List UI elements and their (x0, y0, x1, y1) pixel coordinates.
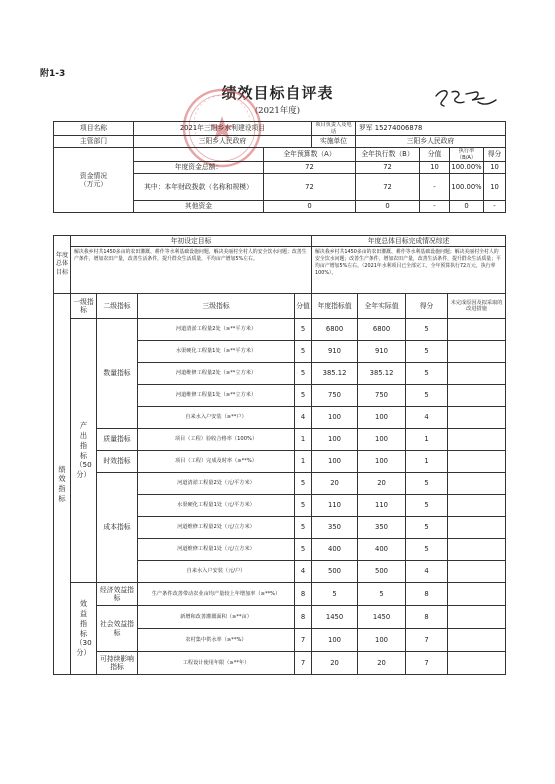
indicator-points: 7 (406, 652, 448, 675)
indicator-score: 7 (295, 652, 312, 675)
indicator-actual: 400 (358, 539, 406, 561)
indicator-target: 100 (312, 451, 358, 473)
funds-row-points: 10 (484, 174, 506, 201)
indicator-points: 4 (406, 561, 448, 583)
goals-group-label: 年度总体目标 (54, 236, 71, 294)
indicator-actual: 100 (358, 629, 406, 652)
indicators-table (53, 235, 506, 675)
indicator-score: 7 (295, 629, 312, 652)
indicator-score: 5 (295, 363, 312, 385)
funds-row-rate: 100.00% (450, 174, 484, 201)
indicator-score: 5 (295, 385, 312, 407)
project-leader-value: 罗军 15274006878 (356, 122, 506, 136)
indicator-name: 项目（工程）完成及时率（≥**%） (138, 451, 295, 473)
indicator-name: 河道维修工程量1处（≥**立方米） (138, 385, 295, 407)
indicator-score: 5 (295, 319, 312, 341)
indicator-reason (448, 606, 506, 629)
indicator-reason (448, 652, 506, 675)
indicator-name: 河道清淤工程量2处（≥**平方米） (138, 319, 295, 341)
indicator-score: 4 (295, 561, 312, 583)
funds-row-score: - (420, 201, 450, 213)
indicator-name: 水渠硬化工程量1处（元/平方米） (138, 495, 295, 517)
indicator-points: 5 (406, 385, 448, 407)
indicator-reason (448, 629, 506, 652)
header-target: 年度指标值 (312, 294, 358, 319)
indicator-name: 工程设计使用年限（≥**年） (138, 652, 295, 675)
header-points: 得分 (406, 294, 448, 319)
header-actual: 全年实际值 (358, 294, 406, 319)
indicator-actual: 20 (358, 652, 406, 675)
funds-header-b: 全年执行数（B） (356, 148, 420, 162)
funds-row-a: 72 (264, 162, 356, 174)
indicator-target: 20 (312, 473, 358, 495)
funds-row-rate: 0 (450, 201, 484, 213)
goals-done-text: 解决我乡村共1450多亩的农田灌溉、耕作等水利基础设施问题；解决美丽村全村人的安全饮水问题；改善生产条件，增加农田产量，改善生活条件，提升群众生活质量；平均亩产增加5%左右。（2021年水利项目已全部完工，全年预算执行72万元，执行率100%）。 (312, 247, 506, 294)
indicator-reason (448, 407, 506, 429)
funds-row-label: 其中：本年财政拨款（名称和规模） (134, 174, 264, 201)
indicator-name: 自来水入户安装（≥**户） (138, 407, 295, 429)
indicator-name: 自来水入户安装（元/户） (138, 561, 295, 583)
indicator-target: 5 (312, 583, 358, 606)
indicator-target: 400 (312, 539, 358, 561)
funds-row-a: 72 (264, 174, 356, 201)
indicator-actual: 110 (358, 495, 406, 517)
funds-row-label: 其他资金 (134, 201, 264, 213)
indicator-name: 河道维修工程量2处（≥**立方米） (138, 363, 295, 385)
indicator-name: 新增和改善灌溉面积（≥**亩） (138, 606, 295, 629)
indicator-reason (448, 363, 506, 385)
indicator-points: 5 (406, 473, 448, 495)
funds-row-b: 72 (356, 162, 420, 174)
indicator-target: 100 (312, 629, 358, 652)
funds-row-score: 10 (420, 162, 450, 174)
indicator-name: 农村集中供水率（≥**%） (138, 629, 295, 652)
indicator-target: 350 (312, 517, 358, 539)
indicator-points: 1 (406, 429, 448, 451)
indicator-target: 100 (312, 429, 358, 451)
indicator-points: 5 (406, 319, 448, 341)
project-info-table (53, 121, 506, 213)
header-level3: 三级指标 (138, 294, 295, 319)
indicator-points: 5 (406, 517, 448, 539)
quality-indicator: 质量指标 (97, 429, 138, 451)
indicator-reason (448, 583, 506, 606)
indicator-reason (448, 451, 506, 473)
funds-row-label: 年度资金总额： (134, 162, 264, 174)
indicator-name: 河道维修工程量1处（元/立方米） (138, 539, 295, 561)
indicator-target: 6800 (312, 319, 358, 341)
indicator-target: 500 (312, 561, 358, 583)
indicator-score: 5 (295, 517, 312, 539)
funds-header-points: 得分 (484, 148, 506, 162)
funds-row-b: 72 (356, 174, 420, 201)
funds-header-rate: 执行率（B/A） (450, 148, 484, 162)
indicator-score: 1 (295, 429, 312, 451)
indicator-points: 8 (406, 583, 448, 606)
indicator-reason (448, 341, 506, 363)
indicator-target: 110 (312, 495, 358, 517)
project-name-value: 2021年三阳乡水利建设项目 (134, 122, 312, 136)
indicator-score: 1 (295, 451, 312, 473)
project-name-label: 项目名称 (54, 122, 134, 136)
indicator-points: 5 (406, 495, 448, 517)
indicator-reason (448, 561, 506, 583)
indicator-points: 7 (406, 629, 448, 652)
project-leader-label: 项目负责人及电话 (312, 122, 356, 136)
page-subtitle: (2021年度) (254, 106, 301, 116)
indicator-score: 8 (295, 606, 312, 629)
economic-indicator: 经济效益指标 (97, 583, 138, 606)
indicator-name: 水渠硬化工程量1处（≥**平方米） (138, 341, 295, 363)
funds-row-score: - (420, 174, 450, 201)
dept-value: 三阳乡人民政府 (134, 136, 312, 148)
indicator-score: 5 (295, 539, 312, 561)
goals-plan-text: 解决我乡村共1450多亩的农田灌溉、耕作等水利基础设施问题，解决美丽村全村人的安全饮水问题；改善生产条件，增加农田产量，改善生活条件，提升群众生活质量，平均亩产增加5%左右。 (71, 247, 312, 294)
header-level2: 二级指标 (97, 294, 138, 319)
funds-header-score: 分值 (420, 148, 450, 162)
indicator-reason (448, 473, 506, 495)
indicator-reason (448, 429, 506, 451)
indicator-reason (448, 319, 506, 341)
funds-header-a: 全年预算数（A） (264, 148, 356, 162)
indicator-actual: 500 (358, 561, 406, 583)
indicator-target: 910 (312, 341, 358, 363)
perf-indicators-label: 绩 效 指 标 (54, 294, 71, 675)
funds-row-rate: 100.00% (450, 162, 484, 174)
indicator-actual: 100 (358, 407, 406, 429)
funds-group-label: 资金情况 （万元） (54, 148, 134, 213)
indicator-score: 5 (295, 473, 312, 495)
indicator-target: 385.12 (312, 363, 358, 385)
unit-label: 实施单位 (312, 136, 356, 148)
indicator-reason (448, 517, 506, 539)
cost-indicator: 成本指标 (97, 473, 138, 583)
dept-label: 主管部门 (54, 136, 134, 148)
header-score: 分值 (295, 294, 312, 319)
indicator-points: 5 (406, 539, 448, 561)
indicator-actual: 750 (358, 385, 406, 407)
indicator-target: 20 (312, 652, 358, 675)
indicator-points: 5 (406, 363, 448, 385)
indicator-name: 河道维修工程量2处（元/立方米） (138, 517, 295, 539)
indicator-target: 100 (312, 407, 358, 429)
goals-plan-header: 年初设定目标 (71, 236, 312, 247)
benefit-indicators-label: 效 益 指 标 （30 分） (71, 583, 97, 675)
funds-row-points: - (484, 201, 506, 213)
indicator-actual: 6800 (358, 319, 406, 341)
indicator-points: 8 (406, 606, 448, 629)
social-indicator: 社会效益指标 (97, 606, 138, 652)
indicator-score: 5 (295, 495, 312, 517)
indicator-reason (448, 385, 506, 407)
indicator-actual: 910 (358, 341, 406, 363)
page-title: 绩效目标自评表 (221, 84, 334, 102)
indicator-actual: 350 (358, 517, 406, 539)
indicator-name: 生产条件改善带动农业亩均产量较上年增加率（≥**%） (138, 583, 295, 606)
timeliness-indicator: 时效指标 (97, 451, 138, 473)
indicator-name: 河道清淤工程量2处（元/平方米） (138, 473, 295, 495)
indicator-actual: 5 (358, 583, 406, 606)
output-indicators-label: 产 出 指 标 （50 分） (71, 319, 97, 583)
indicator-actual: 100 (358, 451, 406, 473)
indicator-actual: 1450 (358, 606, 406, 629)
indicator-name: 项目（工程）验收合格率（100%） (138, 429, 295, 451)
indicator-reason (448, 539, 506, 561)
indicator-actual: 100 (358, 429, 406, 451)
indicator-points: 1 (406, 451, 448, 473)
attachment-label: 附1-3 (40, 69, 66, 79)
funds-row-a: 0 (264, 201, 356, 213)
goals-done-header: 年度总体目标完成情况综述 (312, 236, 506, 247)
indicator-score: 4 (295, 407, 312, 429)
funds-row-points: 10 (484, 162, 506, 174)
sustainability-indicator: 可持续影响指标 (97, 652, 138, 675)
indicator-target: 1450 (312, 606, 358, 629)
indicator-actual: 20 (358, 473, 406, 495)
header-level1: 一级指标 (71, 294, 97, 319)
indicator-actual: 385.12 (358, 363, 406, 385)
funds-row-b: 0 (356, 201, 420, 213)
indicator-target: 750 (312, 385, 358, 407)
indicator-reason (448, 495, 506, 517)
indicator-points: 5 (406, 341, 448, 363)
indicator-score: 8 (295, 583, 312, 606)
header-reason: 未完成原因及拟采取的改进措施 (448, 294, 506, 319)
quantity-indicator: 数量指标 (97, 319, 138, 429)
handwritten-signature (432, 84, 502, 112)
unit-value: 三阳乡人民政府 (356, 136, 506, 148)
indicator-score: 5 (295, 341, 312, 363)
indicator-points: 4 (406, 407, 448, 429)
